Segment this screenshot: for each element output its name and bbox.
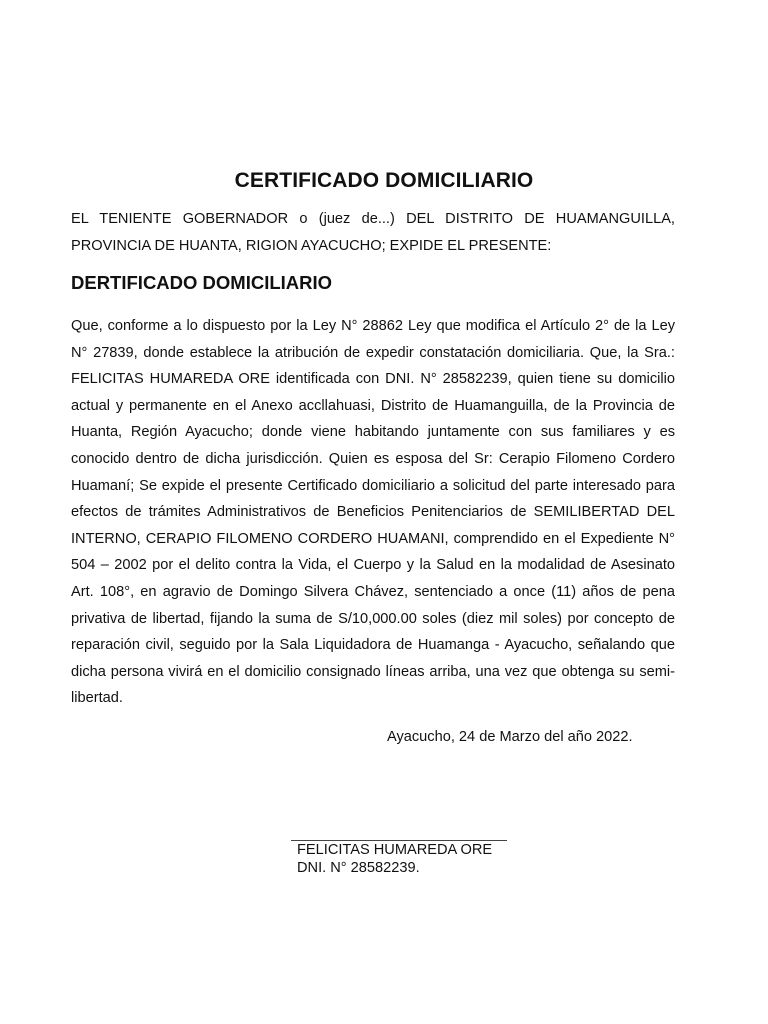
body-paragraph: Que, conforme a lo dispuesto por la Ley N° 28862 Ley que modifica el Artículo 2° de la Ley N° 27839, donde establece la atribución de expedir constatación domiciliaria. Que, la Sra.: FELICITAS HUMAREDA ORE identificada con DNI. N° 28582239, quien tiene su domicilio actual y permanente en el Anexo accllahuasi, Distrito de Huamanguilla, de la Provincia de Huanta, Región Ayacucho; donde viene habitando juntamente con sus familiares y es conocido dentro de dicha jurisdicción. Quien es esposa del Sr: Cerapio Filomeno Cordero Huamaní; Se expide el presente Certificado domiciliario a solicitud del parte interesado para efectos de trámites Administrativos de Beneficios Penitenciarios de SEMILIBERTAD DEL INTERNO, CERAPIO FILOMENO CORDERO HUAMANI, comprendido en el Expediente N° 504 – 2002 por el delito contra la Vida, el Cuerpo y la Salud en la modalidad de Asesinato Art. 108°, en agravio de Domingo Silvera Chávez, sentenciado a once (11) años de pena privativa de libertad, fijando la suma de S/10,000.00 soles (diez mil soles) por concepto de reparación civil, seguido por la Sala Liquidadora de Huamanga - Ayacucho, señalando que dicha persona vivirá en el domicilio consignado líneas arriba, una vez que obtenga su semi-libertad. xyxy=(71,318,675,707)
intro-paragraph: EL TENIENTE GOBERNADOR o (juez de...) DEL DISTRITO DE HUAMANGUILLA, PROVINCIA DE HUANTA, RIGION AYACUCHO; EXPIDE EL PRESENTE: xyxy=(71,211,675,254)
signature-line xyxy=(291,840,507,841)
date-line: Ayacucho, 24 de Marzo del año 2022. xyxy=(387,729,633,745)
document-subtitle: DERTIFICADO DOMICILIARIO xyxy=(71,272,333,293)
signatory-name: FELICITAS HUMAREDA ORE xyxy=(297,842,493,858)
document-title: CERTIFICADO DOMICILIARIO xyxy=(234,169,534,192)
signatory-dni: DNI. N° 28582239. xyxy=(297,860,420,876)
